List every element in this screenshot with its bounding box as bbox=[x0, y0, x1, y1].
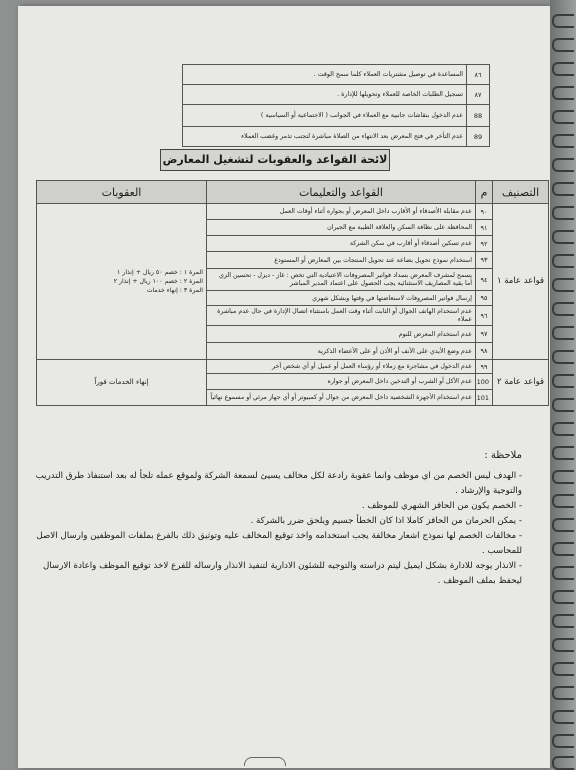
rule-text: عدم تسكين أصدقاء أو أقارب في سكن الشركة bbox=[207, 236, 476, 252]
category-cell: قواعد عامة ٢ bbox=[493, 360, 549, 406]
table-row bbox=[37, 204, 549, 220]
rule-text: عدم التأخر في فتح المعرض بعد الانتهاء من الصلاة مباشرة لتجنب تذمر وغضب العملاء bbox=[183, 127, 467, 147]
row-number: ٩٢ bbox=[476, 236, 493, 252]
row-number: ٩٩ bbox=[476, 360, 493, 374]
row-number: 101 bbox=[476, 390, 493, 406]
rule-text: عدم استخدام الهاتف الجوال أو الثابت أثناء وقت العمل باستثناء اتصال الإدارة في حال عدم مباشرة عملاء bbox=[207, 306, 476, 326]
row-number: ٩١ bbox=[476, 220, 493, 236]
rules-table bbox=[36, 180, 549, 406]
notes-section bbox=[34, 448, 522, 589]
row-number: 100 bbox=[476, 374, 493, 390]
note-item: - الخصم يكون من الحافز الشهري للموظف . bbox=[361, 501, 522, 511]
row-number: ٨٦ bbox=[467, 65, 490, 85]
rule-text: عدم استخدام المعرض للنوم bbox=[207, 326, 476, 343]
penalty-cell: إنهاء الخدمات فوراً bbox=[37, 360, 207, 406]
penalty-2: المرة ٢ : خصم ١٠٠ ريال + إنذار ٢ bbox=[113, 278, 203, 285]
header-rules: القواعد والتعليمات bbox=[207, 181, 476, 204]
row-number: ٩٤ bbox=[476, 269, 493, 291]
note-item: - يمكن الحرمان من الحافز كاملا اذا كان الخطأ جسيم ويلحق ضرر بالشركة . bbox=[250, 516, 522, 526]
notes-title: ملاحظة : bbox=[484, 450, 522, 461]
row-number: ٩٣ bbox=[476, 252, 493, 269]
rule-text: تسجيل الطلبات الخاصة للعملاء وتحويلها للإدارة . bbox=[183, 85, 467, 105]
table-row bbox=[183, 65, 490, 85]
penalty-cell bbox=[37, 204, 207, 360]
rule-text: عدم مقابلة الأصدقاء أو الأقارب داخل المعرض أو بجواره أثناء أوقات العمل bbox=[207, 204, 476, 220]
row-number: ٩٨ bbox=[476, 343, 493, 360]
page-number-box bbox=[244, 757, 286, 766]
rule-text: عدم استخدام الأجهزة الشخصية داخل المعرض من جوال أو كمبيوتر أو أي جهاز مرئي أو مسموع نهائياً bbox=[207, 390, 476, 406]
rule-text: يسمح لمشرف المعرض بسداد فواتير المصروفات الاعتيادية التي تخص : غاز - ديزل - تحسين الزي أما بقية المصاريف الاستثنائية يجب الحصول على اعتماد المدير المباشر bbox=[207, 269, 476, 291]
note-item: - مخالفات الخصم لها نموذج اشعار مخالفة يجب استخدامه واخذ توقيع المخالف عليه وتوثيق ذلك بالفرع بملفات الموظفين وارسال الاصل للمحاسب . bbox=[36, 531, 522, 556]
header-category: التصنيف bbox=[493, 181, 549, 204]
rule-text: المساعدة في توصيل مشتريات العملاء كلما سمح الوقت . bbox=[183, 65, 467, 85]
row-number: 88 bbox=[467, 105, 490, 127]
row-number: ٩٧ bbox=[476, 326, 493, 343]
section-title: لائحة القواعد والعقوبات لتشغيل المعارض bbox=[160, 149, 390, 171]
table-row bbox=[183, 127, 490, 147]
row-number: ٩٦ bbox=[476, 306, 493, 326]
table-row bbox=[183, 105, 490, 127]
note-item: - الهدف ليس الخصم من اي موظف وانما عقوبة رادعة لكل مخالف يسيئ لسمعة الشركة ولموقع عمله تلجأ له بعد استنفاذ طرق التدريب والتوجية والإرشاد . bbox=[35, 471, 522, 496]
previous-rules-table bbox=[182, 64, 490, 147]
row-number: 89 bbox=[467, 127, 490, 147]
rule-text: عدم الأكل أو الشرب أو التدخين داخل المعرض أو جواره bbox=[207, 374, 476, 390]
rule-text: عدم الدخول في مشاجرة مع زملاء أو رؤساء العمل أو عميل أو أي شخص آخر bbox=[207, 360, 476, 374]
note-item: - الانذار يوجه للادارة بشكل ايميل ليتم دراسته والتوجيه للشئون الادارية لتنفيذ الانذار وارساله للفرع لاخذ توقيع الموظف واعادة الارسال ليحفظ بملف الموظف . bbox=[42, 561, 522, 586]
binder-rings bbox=[550, 0, 576, 768]
penalty-1: المرة ١ : خصم ٥٠ ريال + إنذار ١ bbox=[117, 269, 203, 276]
row-number: ٨٧ bbox=[467, 85, 490, 105]
rule-text: عدم وضع الأيدي على الأنف أو الأذن أو على الأعضاء الذكرية bbox=[207, 343, 476, 360]
row-number: ٩٠ bbox=[476, 204, 493, 220]
penalty-3: المرة ٣ : إنهاء خدمات bbox=[146, 287, 203, 294]
header-num: م bbox=[476, 181, 493, 204]
row-number: ٩٥ bbox=[476, 291, 493, 306]
header-penalties: العقوبات bbox=[37, 181, 207, 204]
table-header bbox=[37, 181, 549, 204]
rule-text: استخدام نموذج تحويل بضاعة عند تحويل المنتجات بين المعارض أو المستودع bbox=[207, 252, 476, 269]
table-row bbox=[183, 85, 490, 105]
table-row bbox=[37, 360, 549, 374]
category-cell: قواعد عامة ١ bbox=[493, 204, 549, 360]
rule-text: إرسال فواتير المصروفات لاستعاضتها في وقتها وبشكل شهري bbox=[207, 291, 476, 306]
rule-text: المحافظة على نظافة السكن والعلاقة الطيبة مع الجيران bbox=[207, 220, 476, 236]
rule-text: عدم الدخول بنقاشات جانبية مع العملاء في الجوانب ( الاجتماعية أو السياسية ) bbox=[183, 105, 467, 127]
